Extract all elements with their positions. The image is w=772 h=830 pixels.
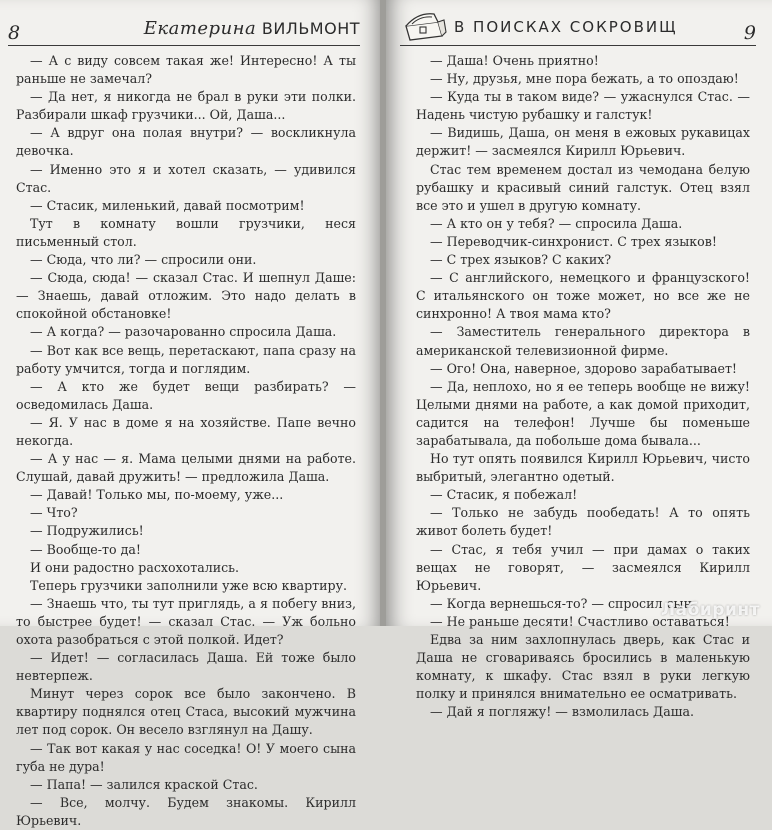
paragraph: — Да нет, я никогда не брал в руки эти полки. Разбирали шкаф грузчики... Ой, Даша... [16, 89, 356, 123]
right-page [386, 0, 772, 720]
paragraph: Едва за ним захлопнулась дверь, как Стас и Даша не сговариваясь бросились в маленькую комнату, к шкафу. Стас взял в руки легкую полку и принялся внимательно ее осматривать. [416, 632, 750, 702]
paragraph: — Что? [30, 505, 78, 521]
author-first-name: Екатерина [143, 18, 257, 39]
paragraph: — Я. У нас в доме я на хозяйстве. Папе вечно некогда. [16, 414, 356, 448]
paragraph: — Все, молчу. Будем знакомы. Кирилл Юрьевич. [16, 794, 356, 828]
treasure-chest-icon [398, 10, 448, 44]
paragraph: — Переводчик-синхронист. С трех языков! [430, 233, 717, 249]
paragraph: Минут через сорок все было закончено. В квартиру поднялся отец Стаса, высокий мужчина лет под сорок. Он весело взглянул на Дашу. [16, 686, 356, 738]
paragraph: — С английского, немецкого и французского! С итальянского он тоже может, но все же не синхронно! А твоя мама кто? [416, 270, 750, 322]
paragraph: — Знаешь что, ты тут приглядь, а я побегу вниз, то быстрее будет! — сказал Стас. — Уж больно охота разобраться с этой полкой. Идет? [16, 595, 356, 647]
paragraph: — Подружились! [30, 523, 144, 539]
right-page-text [416, 52, 750, 721]
paragraph: — Стасик, я побежал! [430, 487, 578, 503]
paragraph: И они радостно расхохотались. [30, 559, 240, 575]
author-last-name: ВИЛЬМОНТ [261, 19, 360, 38]
paragraph: — Не раньше десяти! Счастливо оставаться! [430, 613, 730, 629]
paragraph: — Даша! Очень приятно! [430, 53, 599, 68]
paragraph: — Давай! Только мы, по-моему, уже... [30, 487, 284, 503]
paragraph: Но тут опять появился Кирилл Юрьевич, чисто выбритый, элегантно одетый. [416, 451, 750, 485]
paragraph: — Да, неплохо, но я ее теперь вообще не вижу! Целыми днями на работе, а как домой приходит, садится на телефон! Лучше бы поменьше зарабатывала, да побольше дома бывала... [416, 378, 750, 448]
left-page-number: 8 [8, 22, 21, 44]
right-page-number: 9 [743, 22, 756, 44]
paragraph: — Видишь, Даша, он меня в ежовых рукавицах держит! — засмеялся Кирилл Юрьевич. [416, 125, 750, 159]
paragraph: — Вообще-то да! [30, 541, 141, 557]
paragraph: Стас тем временем достал из чемодана белую рубашку и красивый синий галстук. Отец взял все это и ушел в другую комнату. [416, 161, 750, 213]
paragraph: — Идет! — согласилась Даша. Ей тоже было невтерпеж. [16, 650, 356, 684]
header-rule [400, 45, 756, 46]
paragraph: — Сюда, что ли? — спросили они. [30, 252, 257, 268]
watermark-logo: Лабиринт [660, 600, 760, 620]
paragraph: — Заместитель генерального директора в американской телевизионной фирме. [416, 324, 750, 358]
paragraph: — Именно это я и хотел сказать, — удивился Стас. [16, 161, 356, 195]
left-page [0, 0, 382, 828]
paragraph: — Ну, друзья, мне пора бежать, а то опоздаю! [430, 71, 739, 87]
paragraph: — А у нас — я. Мама целыми днями на работе. Слушай, давай дружить! — предложила Даша. [16, 451, 356, 485]
paragraph: — С трех языков? С каких? [430, 252, 612, 268]
left-page-header [8, 10, 360, 42]
paragraph: — Куда ты в таком виде? — ужаснулся Стас. — Надень чистую рубашку и галстук! [416, 89, 750, 123]
right-page-header [396, 10, 756, 42]
paragraph: — Стасик, миленький, давай посмотрим! [30, 197, 305, 213]
paragraph: — Сюда, сюда! — сказал Стас. И шепнул Даше: — Знаешь, давай отложим. Это надо делать в спокойной обстановке! [16, 270, 356, 322]
series-title: В ПОИСКАХ СОКРОВИЩ [454, 18, 678, 36]
paragraph: — А кто же будет вещи разбирать? — осведомилась Даша. [16, 378, 356, 412]
paragraph: — Папа! — залился краской Стас. [30, 776, 258, 792]
paragraph: — Вот как все вещь, перетаскают, папа сразу на работу умчится, тогда и поглядим. [16, 342, 356, 376]
paragraph: — Стас, я тебя учил — при дамах о таких вещах не говорят, — засмеялся Кирилл Юрьевич. [416, 541, 750, 593]
paragraph: — Когда вернешься-то? — спросил сын. [430, 595, 696, 611]
paragraph: — А когда? — разочарованно спросила Даша. [30, 324, 337, 340]
paragraph: — А кто он у тебя? — спросила Даша. [430, 215, 683, 231]
paragraph: — А с виду совсем такая же! Интересно! А ты раньше не замечал? [16, 53, 356, 87]
paragraph: Теперь грузчики заполнили уже всю квартиру. [30, 577, 348, 593]
author-name [144, 18, 360, 39]
paragraph: — А вдруг она полая внутри? — воскликнула девочка. [16, 125, 356, 159]
paragraph: — Дай я погляжу! — взмолилась Даша. [430, 704, 694, 720]
header-rule [8, 45, 360, 46]
paragraph: Тут в комнату вошли грузчики, неся письменный стол. [16, 215, 356, 249]
paragraph: — Ого! Она, наверное, здорово зарабатывает! [430, 360, 737, 376]
paragraph: — Только не забудь пообедать! А то опять живот болеть будет! [416, 505, 750, 539]
left-page-text [16, 52, 356, 830]
paragraph: — Так вот какая у нас соседка! О! У моего сына губа не дура! [16, 740, 356, 774]
